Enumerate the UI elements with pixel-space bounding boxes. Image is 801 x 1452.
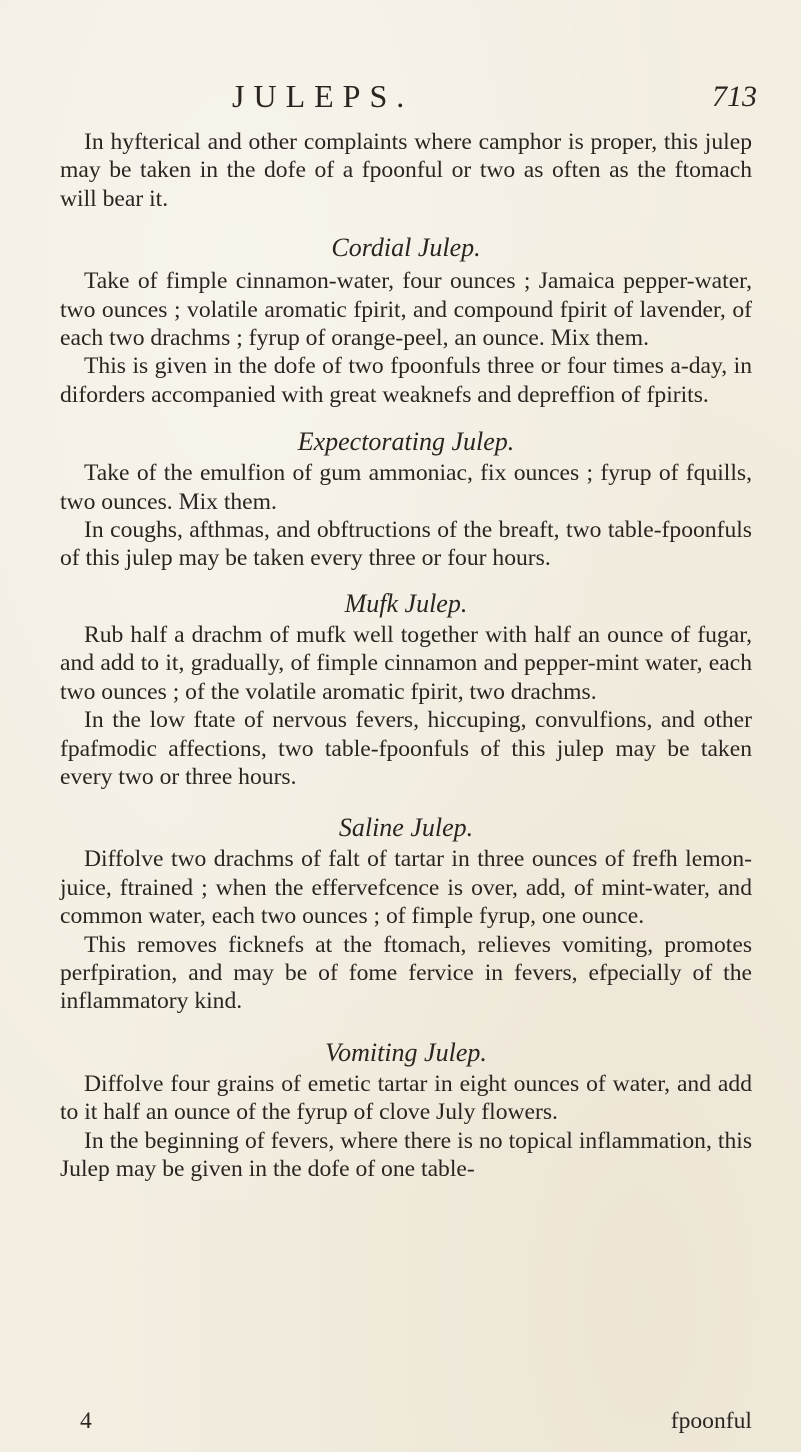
intro-paragraph: In hyfterical and other complaints where camphor is proper, this julep may be taken in the dofe of a fpoonful or two as often as the ftomach will bear it. — [60, 129, 752, 212]
section-heading-saline: Saline Julep. — [338, 813, 474, 843]
catchword: fpoonful — [670, 1408, 752, 1434]
page-number: 713 — [712, 80, 757, 113]
recipe-paragraph-saline: Diffolve two drachms of falt of tartar in three ounces of frefh lemon-juice, ftrained ; when the effervefcence is over, add, of mint-water, and common water, each two ounces ; of fimple fyrup, one ounce. — [60, 846, 752, 930]
section-heading-cordial: Cordial Julep. — [331, 233, 481, 263]
recipe-paragraph-cordial: Take of fimple cinnamon-water, four ounces ; Jamaica pepper-water, two ounces ; volatile aromatic fpirit, and compound fpirit of lavender, of each two drachms ; fyrup of orange-peel, an ounce. Mix them. — [60, 268, 752, 352]
use-paragraph-musk: In the low ftate of nervous fevers, hiccuping, convulfions, and other fpafmodic affections, two table-fpoonfuls of this julep may be taken every two or three hours. — [60, 707, 752, 790]
running-head — [0, 78, 801, 118]
recipe-paragraph-musk: Rub half a drachm of mufk well together with half an ounce of fugar, and add to it, gradually, of fimple cinnamon and pepper-mint water, each two ounces ; of the volatile aromatic fpirit, two drachms. — [60, 621, 752, 705]
signature-mark: 4 — [80, 1408, 92, 1434]
body-text — [60, 128, 752, 1183]
page-footer — [60, 1408, 752, 1438]
section-heading-expectorating: Expectorating Julep. — [297, 427, 515, 457]
running-title: JULEPS. — [232, 78, 414, 114]
use-paragraph-expectorating: In coughs, afthmas, and obftructions of the breaft, two table-fpoonfuls of this julep may be taken every three or four hours. — [60, 517, 752, 572]
use-paragraph-cordial: This is given in the dofe of two fpoonfuls three or four times a-day, in diforders accompanied with great weaknefs and depreffion of fpirits. — [60, 353, 752, 408]
use-paragraph-vomiting: In the beginning of fevers, where there is no topical inflammation, this Julep may be given in the dofe of one table- — [60, 1127, 752, 1182]
use-paragraph-saline: This removes ficknefs at the ftomach, relieves vomiting, promotes perfpiration, and may be of fome fervice in fevers, efpecially of the inflammatory kind. — [60, 931, 752, 1015]
section-heading-vomiting: Vomiting Julep. — [325, 1037, 487, 1067]
recipe-paragraph-vomiting: Diffolve four grains of emetic tartar in eight ounces of water, and add to it half an ounce of the fyrup of clove July flowers. — [60, 1070, 752, 1126]
recipe-paragraph-expectorating: Take of the emulfion of gum ammoniac, fix ounces ; fyrup of fquills, two ounces. Mix them. — [60, 460, 752, 515]
section-heading-musk: Mufk Julep. — [344, 588, 468, 618]
